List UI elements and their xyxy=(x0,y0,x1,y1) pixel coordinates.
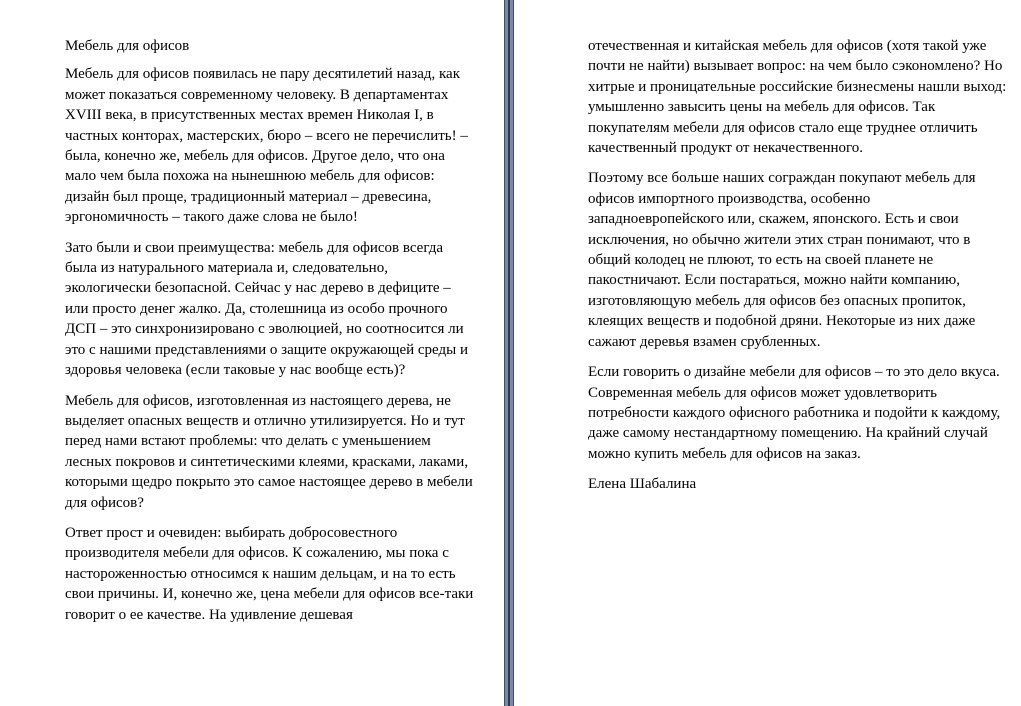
paragraph: Если говорить о дизайне мебели для офисов – то это дело вкуса. Современная мебель для офисов может удовлетворить потребности каждого офисного работника и подойти к каждому, даже самому нестандартному помещению. На крайний случай можно купить мебель для офисов на заказ. xyxy=(588,364,1001,462)
document-title: Мебель для офисов xyxy=(65,38,190,54)
document-page-right xyxy=(514,0,1021,706)
paragraph: Мебель для офисов, изготовленная из настоящего дерева, не выделяет опасных веществ и отлично утилизируется. Но и тут перед нами встают проблемы: что делать с уменьшением лесных покровов и синтетическими клеями, красками, лаками, которыми щедро покрыто это самое настоящее дерево в мебели для офисов? xyxy=(65,392,473,511)
gutter-shadow xyxy=(508,0,510,706)
document-page-left xyxy=(0,0,504,706)
page-text-column xyxy=(65,36,475,635)
author-signature: Елена Шабалина xyxy=(588,476,697,493)
paragraph: Поэтому все больше наших сограждан покупают мебель для офисов импортного производства, особенно западноевропейского или, скажем, японского. Есть и свои исключения, но обычно жители этих стран понимают, что в общий колодец не плюют, то есть на своей планете не пакостничают. Если постараться, можно найти компанию, изготовляющую мебель для офисов без опасных пропиток, клеящих веществ и подобной дряни. Некоторые из них даже сажают деревья взамен срубленных. xyxy=(588,170,976,350)
paragraph: отечественная и китайская мебель для офисов (хотя такой уже почти не найти) вызывает вопрос: на чем было сэкономлено? Но хитрые и проницательные российские бизнесмены нашли выход: умышленно завысить цены на мебель для офисов. Так покупателям мебели для офисов стало еще труднее отличить качественный продукт от некачественного. xyxy=(588,38,1007,157)
page-gutter-divider xyxy=(504,0,514,706)
paragraph: Зато были и свои преимущества: мебель для офисов всегда была из натурального материала и, следовательно, экологически безопасной. Сейчас у нас дерево в дефиците – или просто денег жалко. Да, столешница из особо прочного ДСП – это синхронизировано с эволюцией, но соотносится ли это с нашими представлениями о защите окружающей среды и здоровья человека (если таковые у нас вообще есть)? xyxy=(65,239,468,379)
paragraph: Ответ прост и очевиден: выбирать добросовестного производителя мебели для офисов. К сожалению, мы пока с настороженностью относимся к нашим дельцам, и на то есть свои причины. И, конечно же, цена мебели для офисов все-таки говорит о ее качестве. На удивление дешевая xyxy=(65,524,474,623)
page-text-column xyxy=(588,36,1008,505)
paragraph: Мебель для офисов появилась не пару десятилетий назад, как может показаться современному человеку. В департаментах XVIII века, в присутственных местах времен Николая I, в частных конторах, мастерских, бюро – всего не перечислить! – была, конечно же, мебель для офисов. Другое дело, что она мало чем была похожа на нынешнюю мебель для офисов: дизайн был проще, традиционный материал – древесина, эргономичность – такого даже слова не было! xyxy=(65,66,468,226)
